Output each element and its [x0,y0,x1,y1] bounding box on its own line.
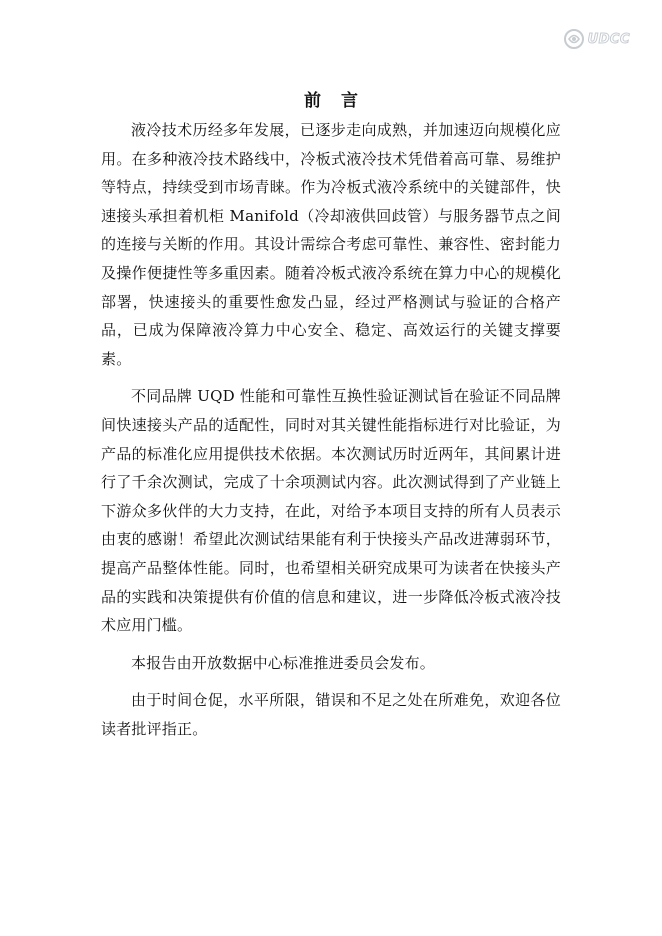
paragraph-3: 本报告由开放数据中心标准推进委员会发布。 [131,653,436,672]
page-title: 前 言 [304,91,358,111]
paragraph-4: 由于时间仓促，水平所限，错误和不足之处在所难免，欢迎各位读者批评指正。 [101,691,561,738]
paragraph-2: 不同品牌 UQD 性能和可靠性互换性验证测试旨在验证不同品牌间快速接头产品的适配性，同时对其关键性能指标进行对比验证，为产品的标准化应用提供技术依据。本次测试历时近两年，其间累计进行了千余次测试，完成了十余项测试内容。此次测试得到了产业链上下游众多伙伴的大力支持，在此，对给予本项目支持的所有人员表示由衷的感谢！希望此次测试结果能有利于快接头产品改进薄弱环节，提高产品整体性能。同时，也希望相关研究成果可为读者在快接头产品的实践和决策提供有价值的信息和建议，进一步降低冷板式液冷技术应用门槛。 [101,387,561,635]
odcc-logo [563,27,630,51]
document-body [101,116,561,743]
paragraph-1: 液冷技术历经多年发展，已逐步走向成熟，并加速迈向规模化应用。在多种液冷技术路线中，冷板式液冷技术凭借着高可靠、易维护等特点，持续受到市场青睐。作为冷板式液冷系统中的关键部件，快速接头承担着机柜 Manifold（冷却液供回歧管）与服务器节点之间的连接与关断的作用。其设计需综合考虑可靠性、兼容性、密封能力及操作便捷性等多重因素。随着冷板式液冷系统在算力中心的规模化部署，快速接头的重要性愈发凸显，经过严格测试与验证的合格产品，已成为保障液冷算力中心安全、稳定、高效运行的关键支撑要素。 [101,121,561,368]
logo-text: UDCC [587,31,630,47]
udcc-logo-icon [563,28,585,50]
